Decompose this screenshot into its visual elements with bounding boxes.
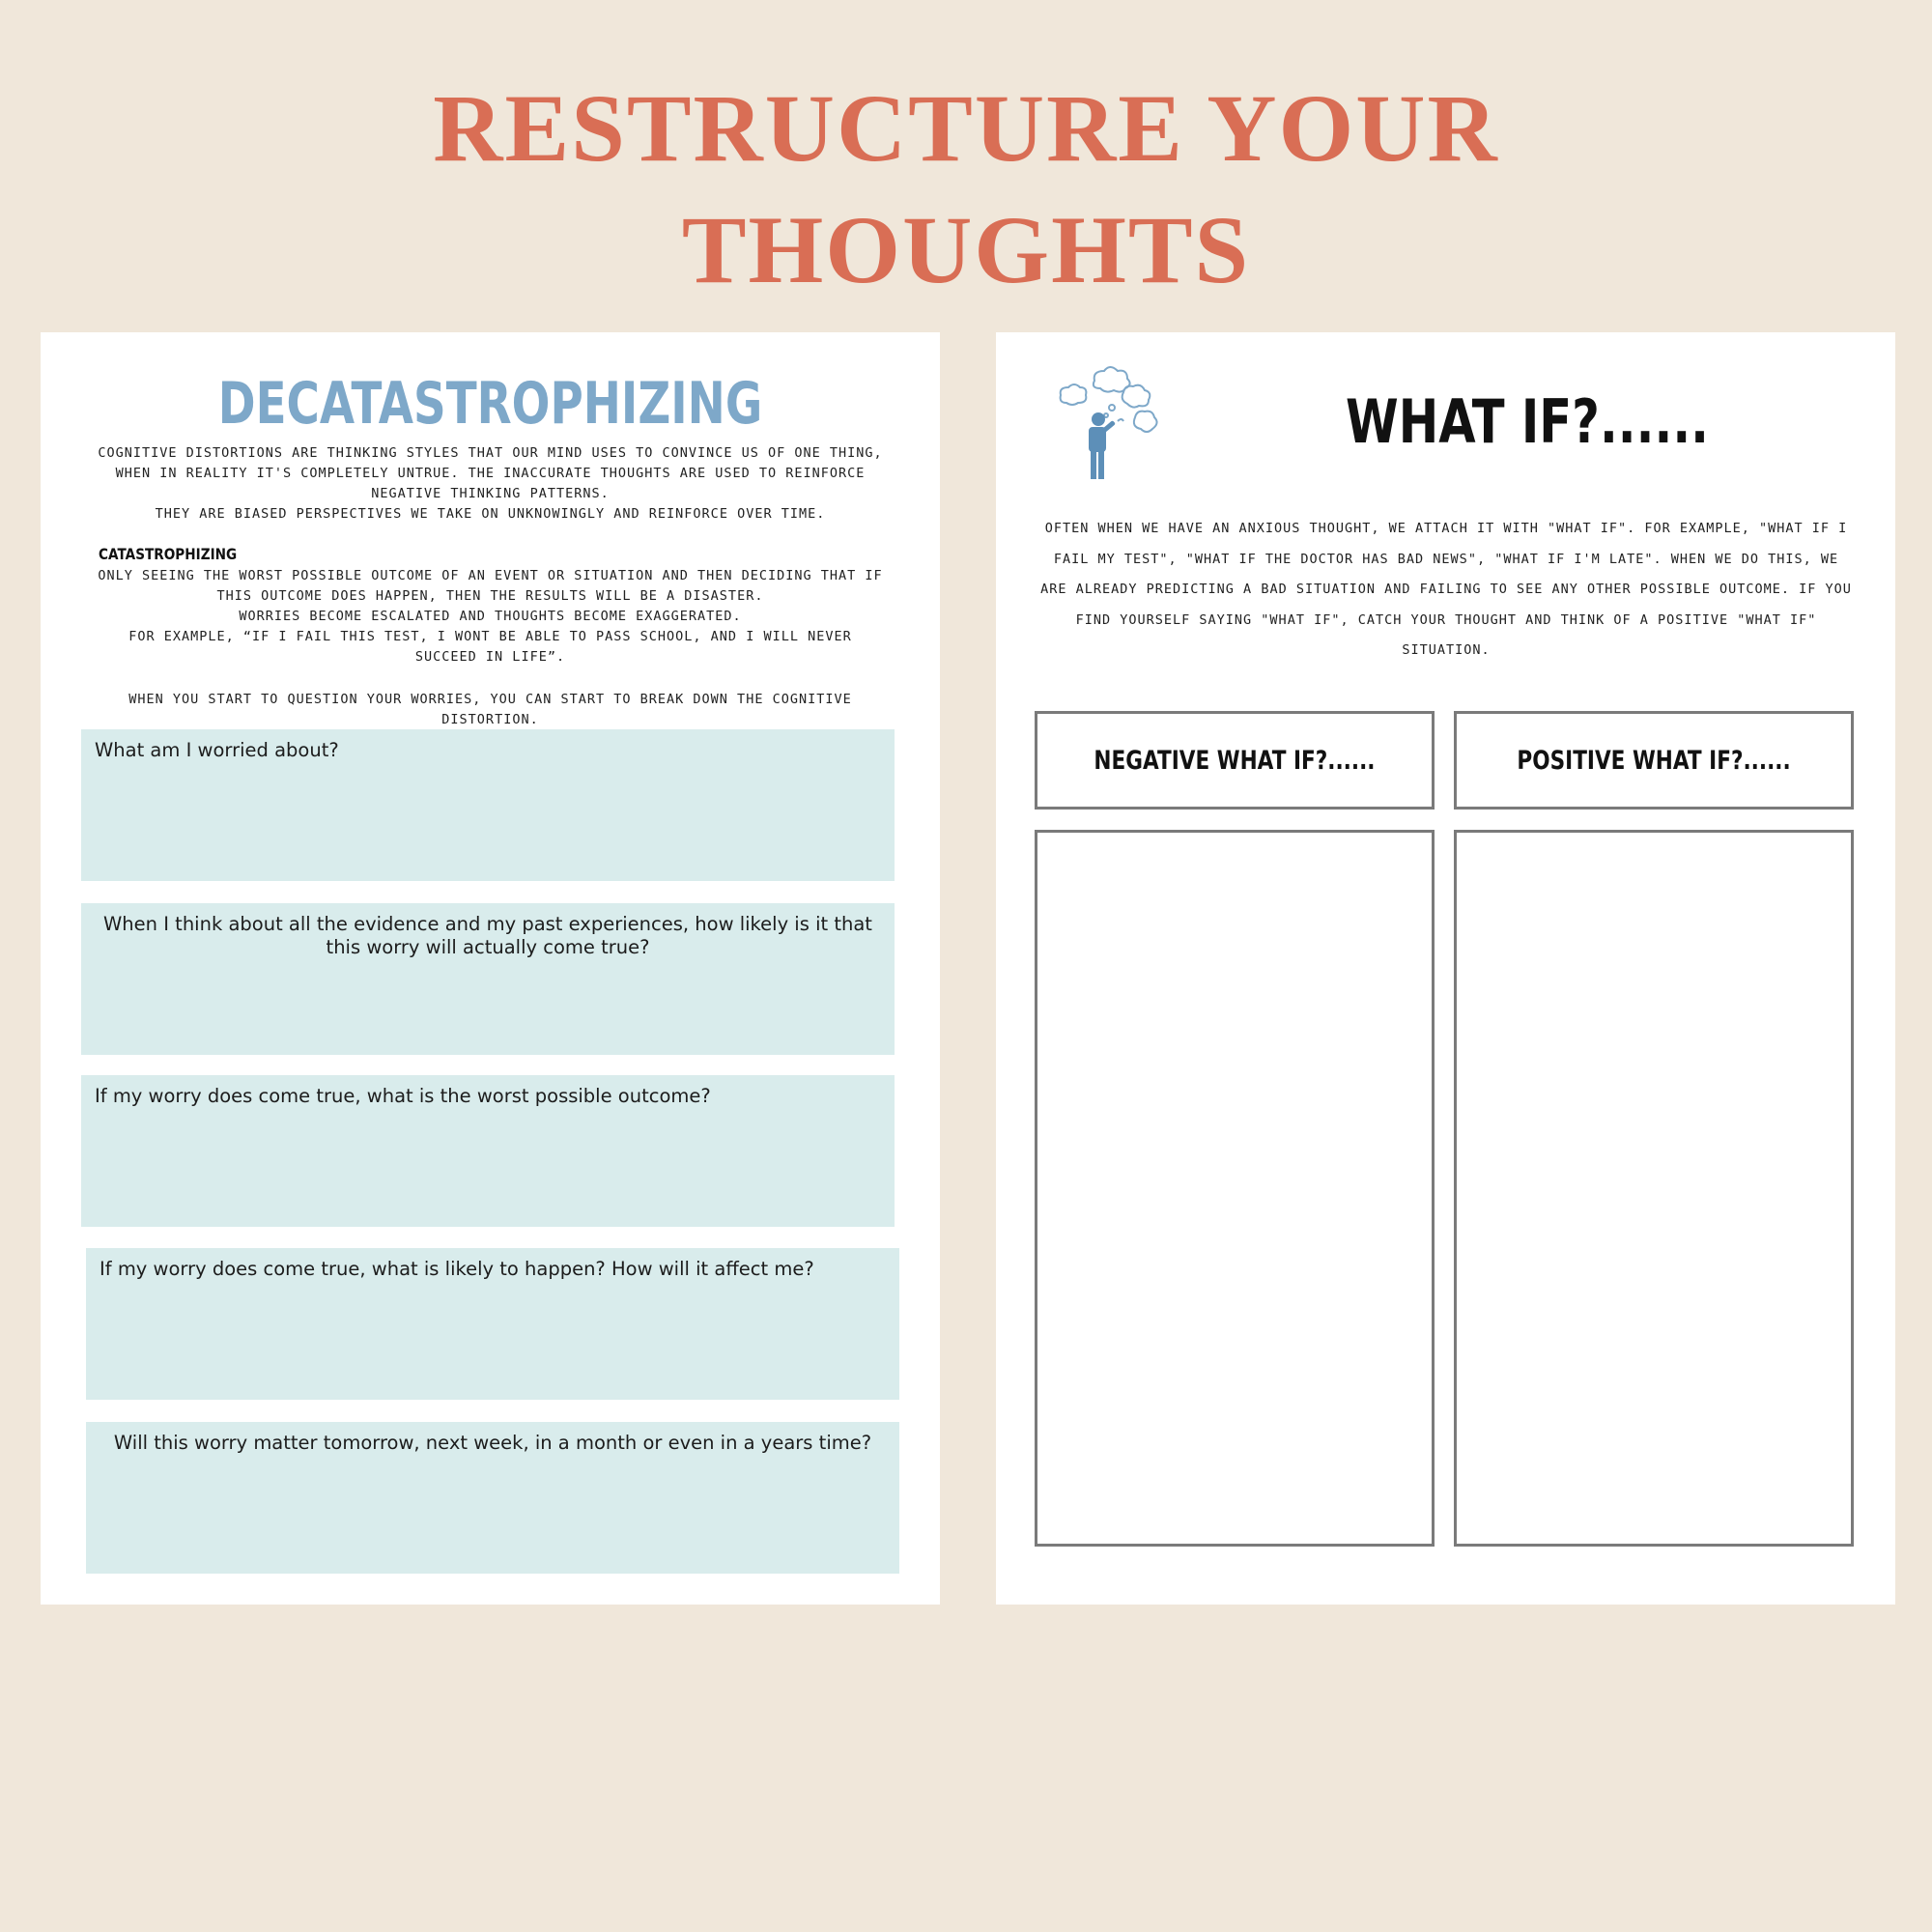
question-box-likelihood[interactable] <box>81 903 895 1055</box>
question-label: If my worry does come true, what is the worst possible outcome? <box>95 1085 711 1107</box>
catastrophizing-example: FOR EXAMPLE, “IF I FAIL THIS TEST, I WONT BE ABLE TO PASS SCHOOL, AND I WILL NEVER SUCCEED IN LIFE”. <box>128 629 852 665</box>
what-if-title: WHAT IF?...... <box>1345 386 1710 457</box>
intro-paragraph: COGNITIVE DISTORTIONS ARE THINKING STYLES THAT OUR MIND USES TO CONVINCE US OF ONE THING, WHEN IN REALITY IT'S COMPLETELY UNTRUE. THE INACCURATE THOUGHTS ARE USED TO REINFORCE NEGATIVE THINKING PATTERNS. <box>98 445 883 501</box>
thinking-person-icon <box>1056 361 1167 482</box>
negative-what-if-label: NEGATIVE WHAT IF?...... <box>1094 745 1376 776</box>
what-if-worksheet <box>996 332 1895 1605</box>
question-box-worried[interactable] <box>81 729 895 881</box>
question-label: What am I worried about? <box>95 739 339 761</box>
question-box-worst-outcome[interactable] <box>81 1075 895 1227</box>
decatastrophizing-worksheet <box>41 332 940 1605</box>
catastrophizing-definition: ONLY SEEING THE WORST POSSIBLE OUTCOME OF AN EVENT OR SITUATION AND THEN DECIDING THAT IF THIS OUTCOME DOES HAPPEN, THEN THE RESULTS WILL BE A DISASTER. <box>98 568 883 604</box>
question-note-text: WHEN YOU START TO QUESTION YOUR WORRIES, YOU CAN START TO BREAK DOWN THE COGNITIVE DISTORTION. <box>128 692 852 727</box>
positive-what-if-header <box>1454 711 1854 810</box>
positive-what-if-box[interactable] <box>1454 830 1854 1547</box>
question-box-matter-tomorrow[interactable] <box>86 1422 899 1574</box>
question-box-likely-outcome[interactable] <box>86 1248 899 1400</box>
page-title-line-2: THOUGHTS <box>681 196 1251 303</box>
positive-what-if-label: POSITIVE WHAT IF?...... <box>1517 745 1791 776</box>
question-label: When I think about all the evidence and my past experiences, how likely is it that this worry will actually come true? <box>103 913 872 958</box>
page-title-line-1: RESTRUCTURE YOUR <box>433 74 1499 182</box>
negative-what-if-header <box>1035 711 1435 810</box>
question-note <box>118 690 863 730</box>
negative-what-if-box[interactable] <box>1035 830 1435 1547</box>
intro-text <box>89 443 892 525</box>
catastrophizing-note: WORRIES BECOME ESCALATED AND THOUGHTS BECOME EXAGGERATED. <box>239 609 742 624</box>
question-label: Will this worry matter tomorrow, next week, in a month or even in a years time? <box>113 1432 872 1454</box>
question-label: If my worry does come true, what is likely to happen? How will it affect me? <box>99 1258 814 1280</box>
page-title <box>0 68 1932 311</box>
catastrophizing-description <box>94 566 887 668</box>
decatastrophizing-title: DECATASTROPHIZING <box>217 370 763 438</box>
what-if-description: OFTEN WHEN WE HAVE AN ANXIOUS THOUGHT, WE ATTACH IT WITH "WHAT IF". FOR EXAMPLE, "WHAT IF I FAIL MY TEST", "WHAT IF THE DOCTOR HAS BAD NEWS", "WHAT IF I'M LATE". WHEN WE DO THIS, WE ARE ALREADY PREDICTING A BAD SITUATION AND FAILING TO SEE ANY OTHER POSSIBLE OUTCOME. IF YOU FIND YOURSELF SAYING "WHAT IF", CATCH YOUR THOUGHT AND THINK OF A POSITIVE "WHAT IF" SITUATION. <box>1040 521 1852 658</box>
intro-paragraph-2: THEY ARE BIASED PERSPECTIVES WE TAKE ON UNKNOWINGLY AND REINFORCE OVER TIME. <box>155 506 826 522</box>
catastrophizing-heading: CATASTROPHIZING <box>99 545 238 563</box>
